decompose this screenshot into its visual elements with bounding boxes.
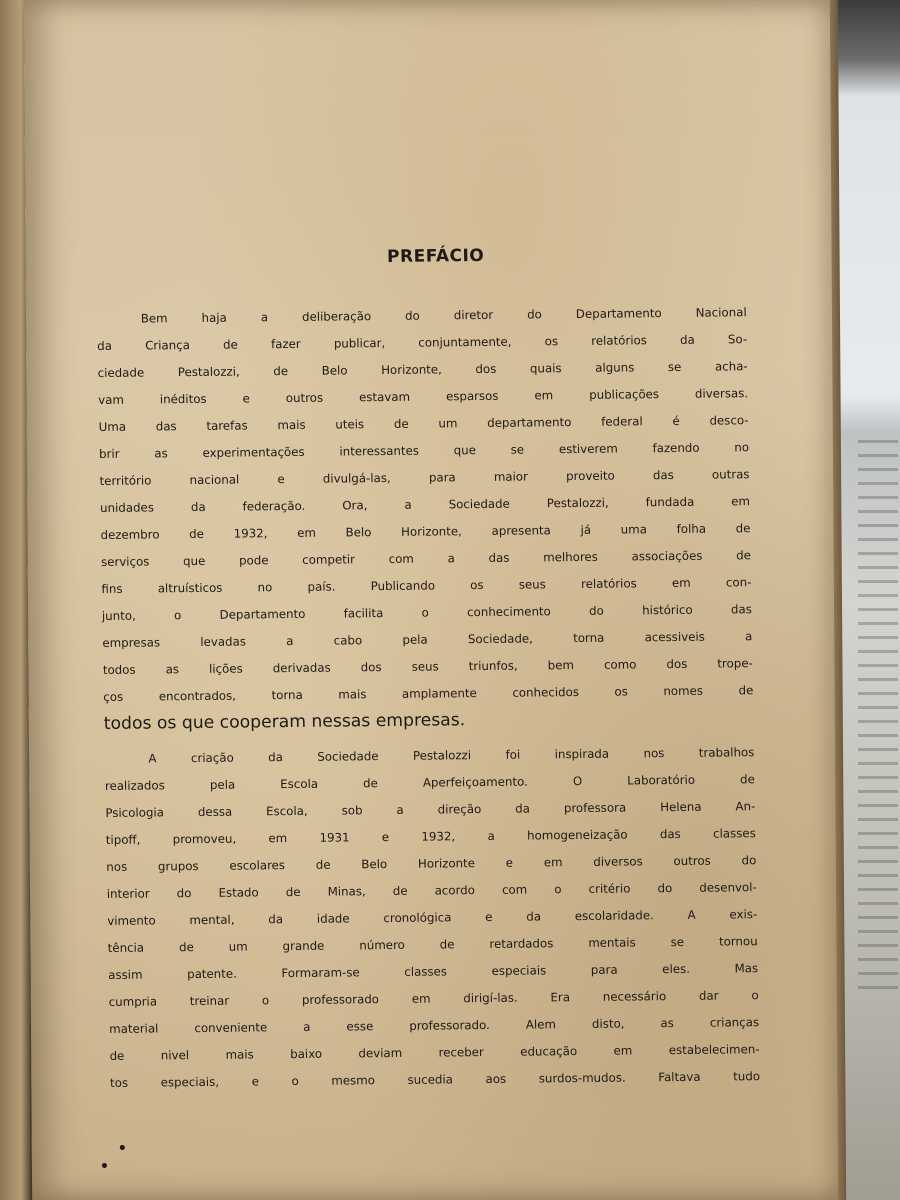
- text-line: brir as experimentações interessantes que se estiverem fazendo no: [98, 440, 750, 461]
- text-line: todos os que cooperam nessas empresas.: [103, 710, 466, 734]
- text-line: tência de um grande número de retardados mentais se tornou: [107, 934, 758, 955]
- page-content: [96, 243, 761, 1097]
- text-line: serviços que pode competir com a das melhores associações de: [100, 548, 752, 569]
- text-line: ciedade Pestalozzi, de Belo Horizonte, dos quais alguns se acha-: [97, 359, 748, 380]
- text-line: Uma das tarefas mais uteis de um departamento federal é desco-: [98, 413, 749, 434]
- text-line: tipoff, promoveu, em 1931 e 1932, a homogeneização das classes: [105, 826, 756, 847]
- text-line: assim patente. Formaram-se classes especiais para eles. Mas: [108, 961, 759, 982]
- text-line: A criação da Sociedade Pestalozzi foi inspirada nos trabalhos: [148, 745, 755, 766]
- text-line: tos especiais, e o mesmo sucedia aos surdos-mudos. Faltava tudo: [109, 1069, 761, 1090]
- text-line: realizados pela Escola de Aperfeiçoamento. O Laboratório de: [104, 772, 755, 793]
- ink-speck: [102, 1163, 107, 1168]
- paragraph-1: [97, 299, 754, 738]
- paragraph-2: [104, 739, 760, 1097]
- text-line: território nacional e divulgá-las, para maior proveito das outras: [99, 467, 750, 488]
- text-line: de nivel mais baixo deviam receber educação em estabelecimen-: [109, 1042, 760, 1063]
- text-line: nos grupos escolares de Belo Horizonte e em diversos outros do: [106, 853, 757, 874]
- text-line: junto, o Departamento facilita o conhecimento do histórico das: [101, 602, 752, 623]
- ink-speck: [120, 1145, 125, 1150]
- text-line: empresas levadas a cabo pela Sociedade, torna acessiveis a: [102, 629, 753, 650]
- text-line: unidades da federação. Ora, a Sociedade Pestalozzi, fundada em: [99, 494, 751, 515]
- adjacent-book-edge: [858, 440, 898, 1000]
- text-line: vimento mental, da idade cronológica e da escolaridade. A exis-: [107, 907, 758, 928]
- text-line: cumpria treinar o professorado em dirigí-las. Era necessário dar o: [108, 988, 759, 1009]
- text-line: Bem haja a deliberação do diretor do Departamento Nacional: [140, 305, 747, 326]
- text-line: vam inéditos e outros estavam esparsos em publicações diversas.: [98, 386, 749, 407]
- text-line: Psicologia dessa Escola, sob a direção da professora Helena An-: [105, 799, 756, 820]
- text-line: material conveniente a esse professorado. Alem disto, as crianças: [109, 1015, 760, 1036]
- text-line: ços encontrados, torna mais amplamente conhecidos os nomes de: [103, 683, 754, 704]
- text-line: interior do Estado de Minas, de acordo com o critério do desenvol-: [106, 880, 757, 901]
- book-page: [24, 0, 840, 1200]
- text-line: fins altruísticos no país. Publicando os seus relatórios em con-: [101, 575, 752, 596]
- text-line: dezembro de 1932, em Belo Horizonte, apresenta já uma folha de: [100, 521, 751, 542]
- page-title: PREFÁCIO: [386, 245, 485, 267]
- text-line: todos as lições derivadas dos seus triunfos, bem como dos trope-: [102, 656, 753, 677]
- text-line: da Criança de fazer publicar, conjuntamente, os relatórios da So-: [97, 332, 748, 353]
